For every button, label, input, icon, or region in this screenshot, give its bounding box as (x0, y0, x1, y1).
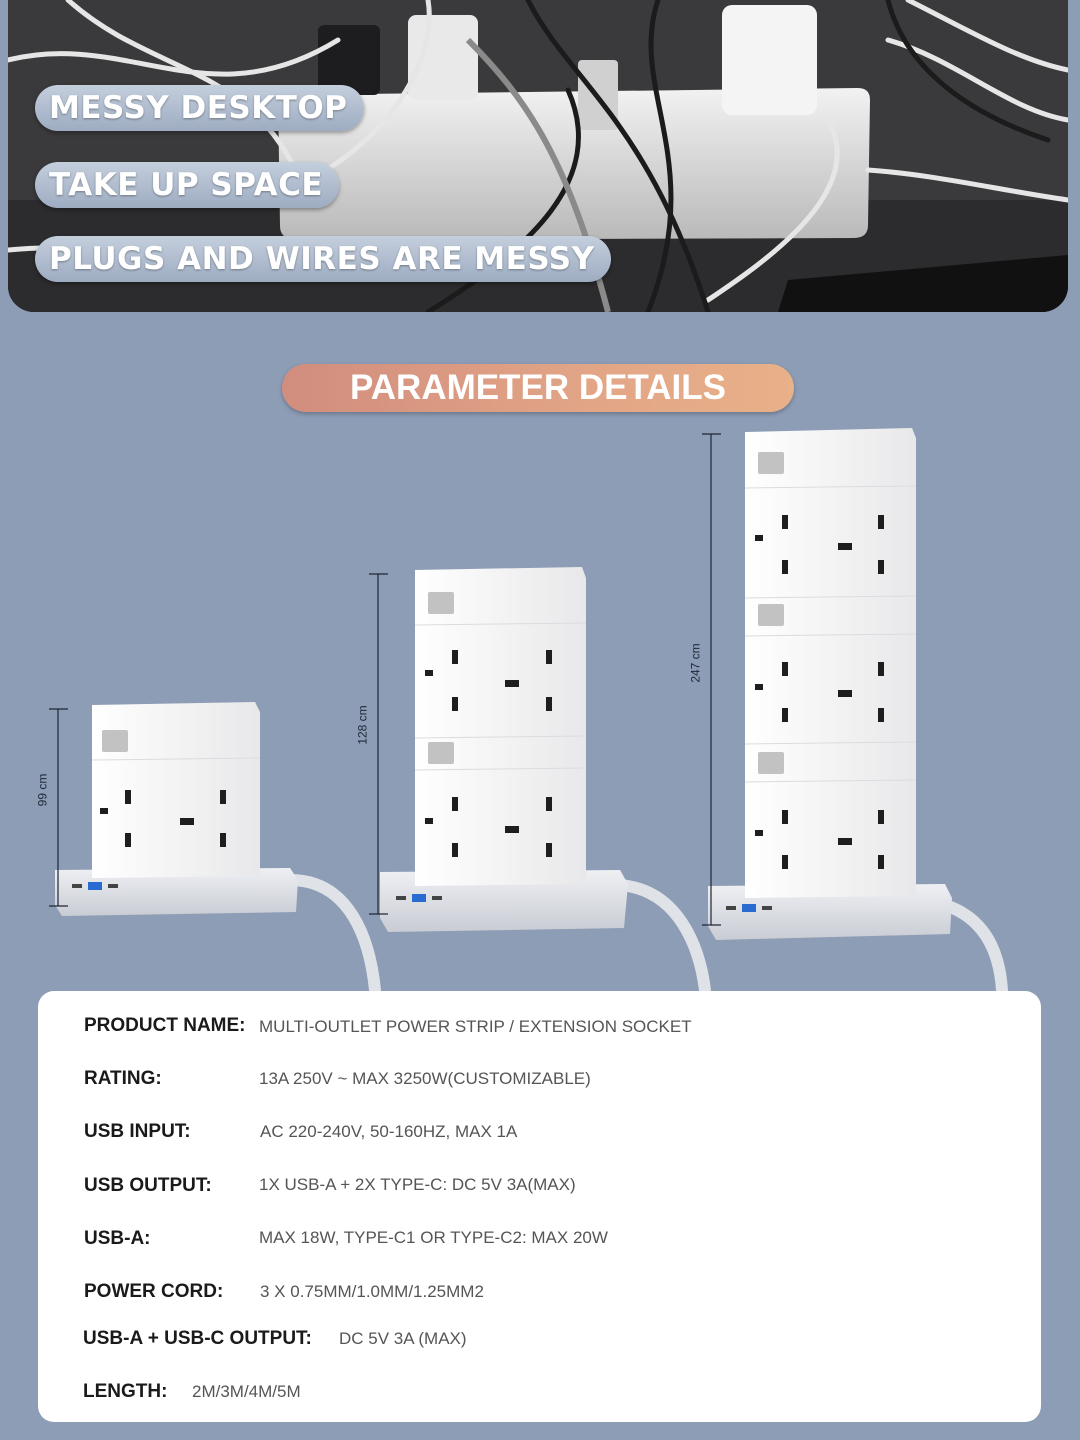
tower-small (55, 702, 298, 916)
parameter-details-heading: PARAMETER DETAILS (282, 364, 794, 412)
spec-value-rating: 13A 250V ~ MAX 3250W(CUSTOMIZABLE) (259, 1069, 591, 1088)
height-label-large: 247 cm (688, 643, 703, 683)
spec-key-usb-output: USB OUTPUT: (84, 1175, 212, 1196)
spec-key-usb-a-usb-c-output: USB-A + USB-C OUTPUT: (83, 1328, 312, 1349)
product-size-comparison (0, 420, 1080, 1000)
tag-messy-desktop: MESSY DESKTOP (35, 85, 364, 131)
spec-value-usb-output: 1X USB-A + 2X TYPE-C: DC 5V 3A(MAX) (259, 1175, 576, 1194)
hero-banner (8, 0, 1068, 312)
specifications-card (38, 991, 1041, 1422)
tag-take-up-space: TAKE UP SPACE (35, 162, 339, 208)
tag-plugs-and-wires: PLUGS AND WIRES ARE MESSY (35, 236, 611, 282)
spec-value-length: 2M/3M/4M/5M (192, 1382, 301, 1401)
height-label-medium: 128 cm (355, 705, 370, 745)
spec-key-power-cord: POWER CORD: (84, 1281, 224, 1302)
spec-value-product-name: MULTI-OUTLET POWER STRIP / EXTENSION SOCKET (259, 1017, 692, 1036)
spec-key-length: LENGTH: (83, 1381, 168, 1402)
spec-value-usb-input: AC 220-240V, 50-160HZ, MAX 1A (260, 1122, 518, 1141)
spec-key-rating: RATING: (84, 1068, 162, 1089)
height-label-small: 99 cm (35, 773, 50, 807)
tower-illustrations (0, 420, 1080, 1000)
spec-value-power-cord: 3 X 0.75MM/1.0MM/1.25MM2 (260, 1282, 484, 1301)
spec-key-usb-a: USB-A: (84, 1228, 151, 1249)
spec-key-usb-input: USB INPUT: (84, 1121, 191, 1142)
spec-value-usb-a: MAX 18W, TYPE-C1 OR TYPE-C2: MAX 20W (259, 1228, 608, 1247)
tower-large (708, 428, 952, 940)
spec-key-product-name: PRODUCT NAME: (84, 1015, 246, 1036)
tower-medium (380, 567, 628, 932)
spec-value-usb-a-usb-c-output: DC 5V 3A (MAX) (339, 1329, 467, 1348)
